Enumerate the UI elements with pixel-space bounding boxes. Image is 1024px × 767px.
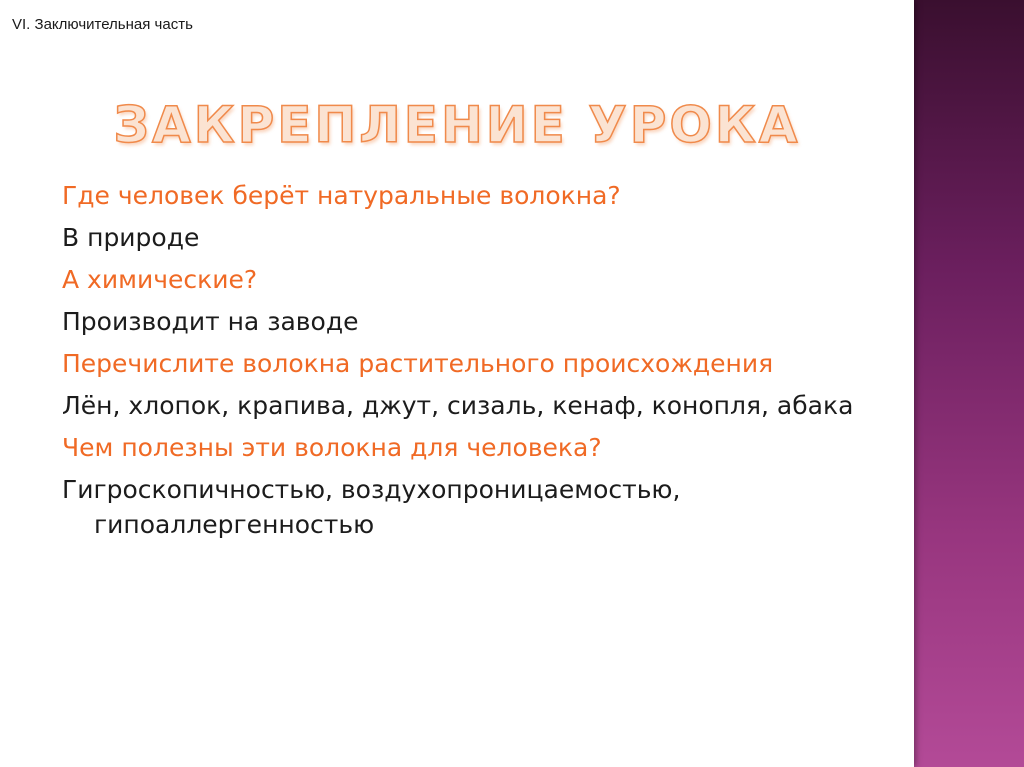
question-item: А химические? — [62, 265, 258, 294]
question-item: Перечислите волокна растительного происхождения — [62, 349, 774, 378]
qa-list — [62, 178, 902, 549]
answer-item: Лён, хлопок, крапива, джут, сизаль, кенаф, конопля, абака — [62, 391, 854, 420]
slide-title: ЗАКРЕПЛЕНИЕ УРОКА — [113, 96, 801, 154]
answer-item: Гигроскопичностью, воздухопроницаемостью, гипоаллергенностью — [62, 475, 681, 539]
section-label: VI. Заключительная часть — [12, 16, 193, 33]
answer-item: Производит на заводе — [62, 307, 359, 336]
answer-item: В природе — [62, 223, 200, 252]
decorative-side-band — [914, 0, 1024, 767]
question-item: Где человек берёт натуральные волокна? — [62, 181, 621, 210]
question-item: Чем полезны эти волокна для человека? — [62, 433, 602, 462]
